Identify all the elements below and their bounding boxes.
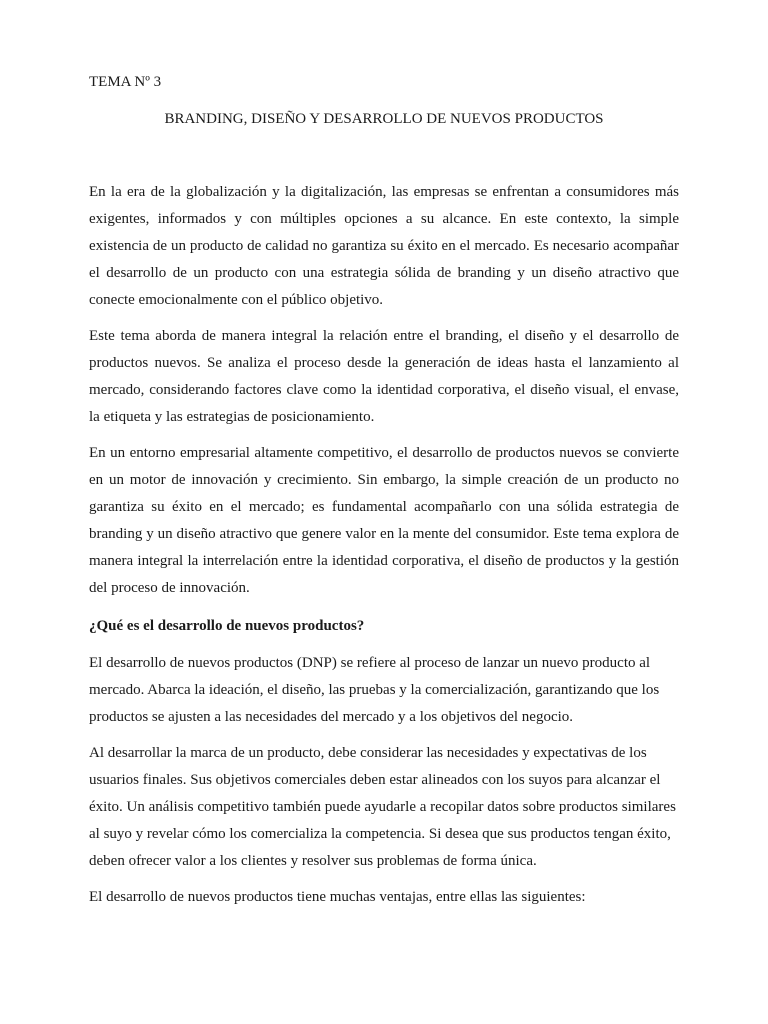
section-paragraph-1: El desarrollo de nuevos productos (DNP) se refiere al proceso de lanzar un nuevo producto al mercado. Abarca la ideación, el diseño, las pruebas y la comercialización, garantizando que los productos se ajusten a las necesidades del mercado y a los objetivos del negocio. xyxy=(89,655,660,725)
document-title: BRANDING, DISEÑO Y DESARROLLO DE NUEVOS PRODUCTOS xyxy=(164,111,604,127)
intro-paragraph-2: Este tema aborda de manera integral la relación entre el branding, el diseño y el desarrollo de productos nuevos. Se analiza el proceso desde la generación de ideas hasta el lanzamiento al mercado, considerando factores clave como la identidad corporativa, el diseño visual, el envase, la etiqueta y las estrategias de posicionamiento. xyxy=(89,328,679,425)
section-paragraph-3: El desarrollo de nuevos productos tiene muchas ventajas, entre ellas las siguientes: xyxy=(89,889,586,905)
intro-paragraph-1: En la era de la globalización y la digitalización, las empresas se enfrentan a consumidores más exigentes, informados y con múltiples opciones a su alcance. En este contexto, la simple existencia de un producto de calidad no garantiza su éxito en el mercado. Es necesario acompañar el desarrollo de un producto con una estrategia sólida de branding y un diseño atractivo que conecte emocionalmente con el público objetivo. xyxy=(89,184,679,308)
section-paragraph-2: Al desarrollar la marca de un producto, debe considerar las necesidades y expectativas de los usuarios finales. Sus objetivos comerciales deben estar alineados con los suyos para alcanzar el éxito. Un análisis competitivo también puede ayudarle a recopilar datos sobre productos similares al suyo y revelar cómo los comercializa la competencia. Si desea que sus productos tengan éxito, deben ofrecer valor a los clientes y resolver sus problemas de forma única. xyxy=(89,745,676,869)
intro-paragraph-3: En un entorno empresarial altamente competitivo, el desarrollo de productos nuevos se convierte en un motor de innovación y crecimiento. Sin embargo, la simple creación de un producto no garantiza su éxito en el mercado; es fundamental acompañarlo con una sólida estrategia de branding y un diseño atractivo que genere valor en la mente del consumidor. Este tema explora de manera integral la interrelación entre la identidad corporativa, el diseño de productos y la gestión del proceso de innovación. xyxy=(89,445,679,596)
section-heading: ¿Qué es el desarrollo de nuevos productos? xyxy=(89,618,365,634)
topic-label: TEMA Nº 3 xyxy=(89,74,162,90)
